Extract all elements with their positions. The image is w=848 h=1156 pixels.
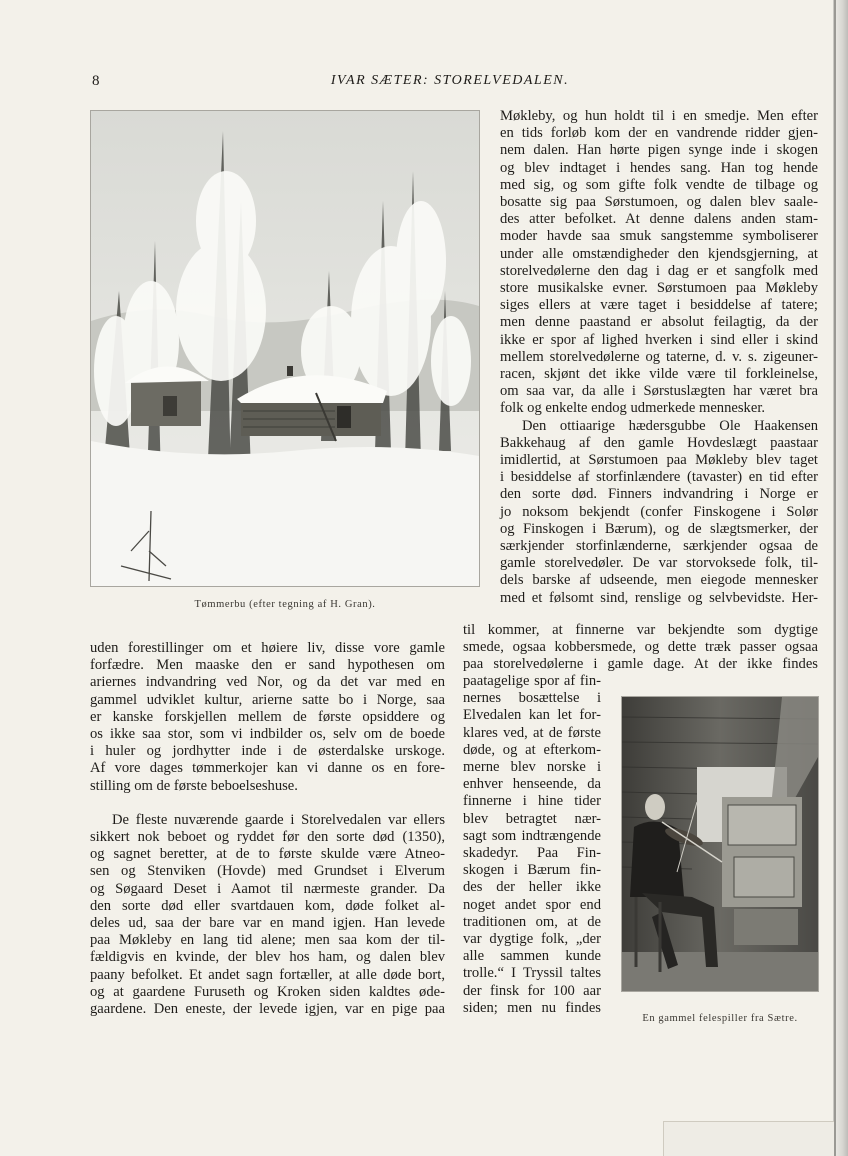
text-line: og sagnet beretter, at de to første skulde være Atneo-: [90, 846, 445, 863]
text-line: mellem storelvedølerne og taterne, d. v. s. zigeuner-: [500, 348, 818, 365]
text-line: uden forestillinger om et høiere liv, disse vore gamle: [90, 640, 445, 656]
text-line: er kanske forskjellen mellem de første opsiddere og: [90, 708, 445, 725]
text-line: døde, og at efterkom-: [463, 741, 601, 758]
text-line: og Finskogen i Bærum), og de slægtsmerker, der: [500, 520, 818, 537]
text-line: bosatte sig paa Sørstumoen, og dalen blev saale-: [500, 194, 818, 211]
narrow-column: [463, 673, 601, 1017]
text-line: sikkert nok beboet og ryddet før den sorte død (1350),: [90, 829, 445, 846]
text-line: Den ottiaarige hædersgubbe Ole Haakensen: [522, 417, 818, 434]
text-line: i besiddelse af storfinlændere (tavaster) en tid efter: [500, 469, 818, 486]
text-line: var dygtige folk, „der: [463, 931, 601, 948]
text-line: folk og enkelte endog udmerkede mennesker.: [500, 400, 766, 417]
text-line: sagt som indtrængende: [463, 827, 601, 844]
text-line: enhver henseende, da: [463, 776, 601, 793]
text-line: til kommer, at finnerne var bekjendte som dygtige: [463, 622, 818, 638]
text-line: paa Møkleby en lang tid alene; men saa kom der til-: [90, 932, 445, 949]
text-line: paa storelvedølerne i gamle dage. At der ikke findes: [463, 656, 818, 673]
text-line: den sorte død. Finners indvandring i Norge er: [500, 486, 818, 503]
running-header: [0, 73, 848, 93]
text-line: i huler og jordhytter inde i de østerdalske urskoge.: [90, 743, 445, 760]
text-line: ariernes indvandring ved Nor, og da det var med en: [90, 674, 445, 691]
text-line: blev betragtet nær-: [463, 810, 601, 827]
right-column: [500, 108, 818, 607]
text-line: Af vore dages tømmerkojer kan vi danne os en fore-: [90, 760, 445, 777]
text-line: store musikalske evner. Sørstumoen paa Møkleby: [500, 280, 818, 297]
text-line: moder havde saa smuk sangstemme symboliserer: [500, 228, 818, 245]
text-line: Elvedalen kan let for-: [463, 707, 601, 724]
text-line: imidlertid, at Sørstumoen paa Møkleby blev taget: [500, 452, 818, 469]
text-line: deles ud, saa der bare var en mand igjen. Han levede: [90, 915, 445, 932]
cabin-figure: [90, 110, 480, 625]
text-line: smede, ogsaa kobbersmede, og dette træk passer ogsaa: [463, 639, 818, 656]
text-line: des atter befolket. At denne dalens anden stam-: [500, 211, 818, 228]
text-line: sen og Stenviken (Hovde) med Grundset i Elverum: [90, 863, 445, 880]
text-line: racen, skjønt det ikke vilde være til forkleinelse,: [500, 366, 818, 383]
page-corner-fold: [663, 1121, 834, 1156]
text-line: storelvedølerne den dag i dag er et sangfolk med: [500, 262, 818, 279]
left-column: [90, 640, 445, 1018]
text-line: om saa var, da alle i Sørstuslægten har været bra: [500, 383, 818, 400]
text-line: merne blev norske i: [463, 759, 601, 776]
text-line: klares ved, at de første: [463, 724, 601, 741]
text-line: forfædre. Men maaske den er sand hypothesen om: [90, 657, 445, 674]
text-line: særkjender storfinlænderne, særkjender ogsaa de: [500, 538, 818, 555]
text-line: jo noksom bekjendt (confer Finskogene i Solør: [500, 503, 818, 520]
text-line: med et følsomt sind, renslige og selvbevidste. Her-: [500, 589, 818, 606]
text-line: ikke er spor af lighed hverken i sind eller i skind: [500, 331, 818, 348]
text-line: siden; men nu findes: [463, 999, 601, 1016]
wide-text-block: [463, 622, 818, 674]
text-line: og at gaardene Furuseth og Kroken siden kaldtes øde-: [90, 983, 445, 1000]
fiddler-figure: [621, 696, 819, 1026]
text-line: skogen i Bærum fin-: [463, 862, 601, 879]
paragraph-gap: [90, 795, 445, 812]
text-line: finnerne i hine tider: [463, 793, 601, 810]
text-line: dels barske af udseende, men eiegode mennesker: [500, 572, 818, 589]
text-line: under alle omstændigheder den kjendsgjerning, at: [500, 245, 818, 262]
text-line: Bakkehaug af den gamle Hovdeslægt paastaar: [500, 434, 818, 451]
text-line: Møkleby, og hun holdt til i en smedje. Men efter: [500, 108, 818, 124]
text-line: noget andet spor end: [463, 896, 601, 913]
text-line: paatagelige spor af fin-: [463, 673, 601, 689]
text-line: og Søgaard Deset i Aamot til nærmeste grander. Da: [90, 880, 445, 897]
text-line: og blev indtaget i hendes sang. Han tog hende: [500, 159, 818, 176]
text-line: gaardene. Den eneste, der levede igjen, var en pige paa: [90, 1001, 445, 1018]
text-line: gamle storelvedøler. De var storvoksede folk, til-: [500, 555, 818, 572]
fiddler-caption: En gammel felespiller fra Sætre.: [642, 1013, 798, 1024]
text-line: med sig, og som gifte folk vendte de tilbage og: [500, 176, 818, 193]
text-line: os ikke saa stor, som vi indbilder os, selv om de boede: [90, 726, 445, 743]
text-line: trolle.“ I Tryssil taltes: [463, 965, 601, 982]
text-line: fældigvis en kvinde, der blev hos ham, og dalen blev: [90, 949, 445, 966]
text-line: De fleste nuværende gaarde i Storelvedalen var ellers: [112, 811, 445, 828]
page-number: 8: [92, 73, 100, 89]
text-line: gammel udviklet kultur, arierne satte bo i Norge, saa: [90, 691, 445, 708]
text-line: skadedyr. Paa Fin-: [463, 845, 601, 862]
text-line: nernes bosættelse i: [463, 690, 601, 707]
text-line: der finsk for 100 aar: [463, 982, 601, 999]
text-line: nem dalen. Han hørte pigen synge inde i skogen: [500, 142, 818, 159]
text-line: en tids forløb kom der en vandrende ridder gjen-: [500, 125, 818, 142]
text-line: siges ellers at være taget i besiddelse af tatere;: [500, 297, 818, 314]
cabin-caption: Tømmerbu (efter tegning af H. Gran).: [194, 599, 376, 610]
binding-line: [834, 0, 836, 1156]
text-line: paany befolket. Et andet sagn fortæller, at alle døde bort,: [90, 966, 445, 983]
text-line: alle sammen kunde: [463, 948, 601, 965]
text-line: stilling om de første beboelseshuse.: [90, 777, 298, 794]
text-line: des der heller ikke: [463, 879, 601, 896]
text-line: traditionen om, at de: [463, 913, 601, 930]
text-line: men denne paastand er absolut feilagtig, da der: [500, 314, 818, 331]
old-fiddler-photograph-icon: [621, 696, 819, 992]
text-line: den sorte død eller svartdauen kom, døde folket al-: [90, 897, 445, 914]
snowy-log-cabin-illustration-icon: [90, 110, 480, 587]
running-title: IVAR SÆTER: STORELVEDALEN.: [330, 73, 570, 88]
